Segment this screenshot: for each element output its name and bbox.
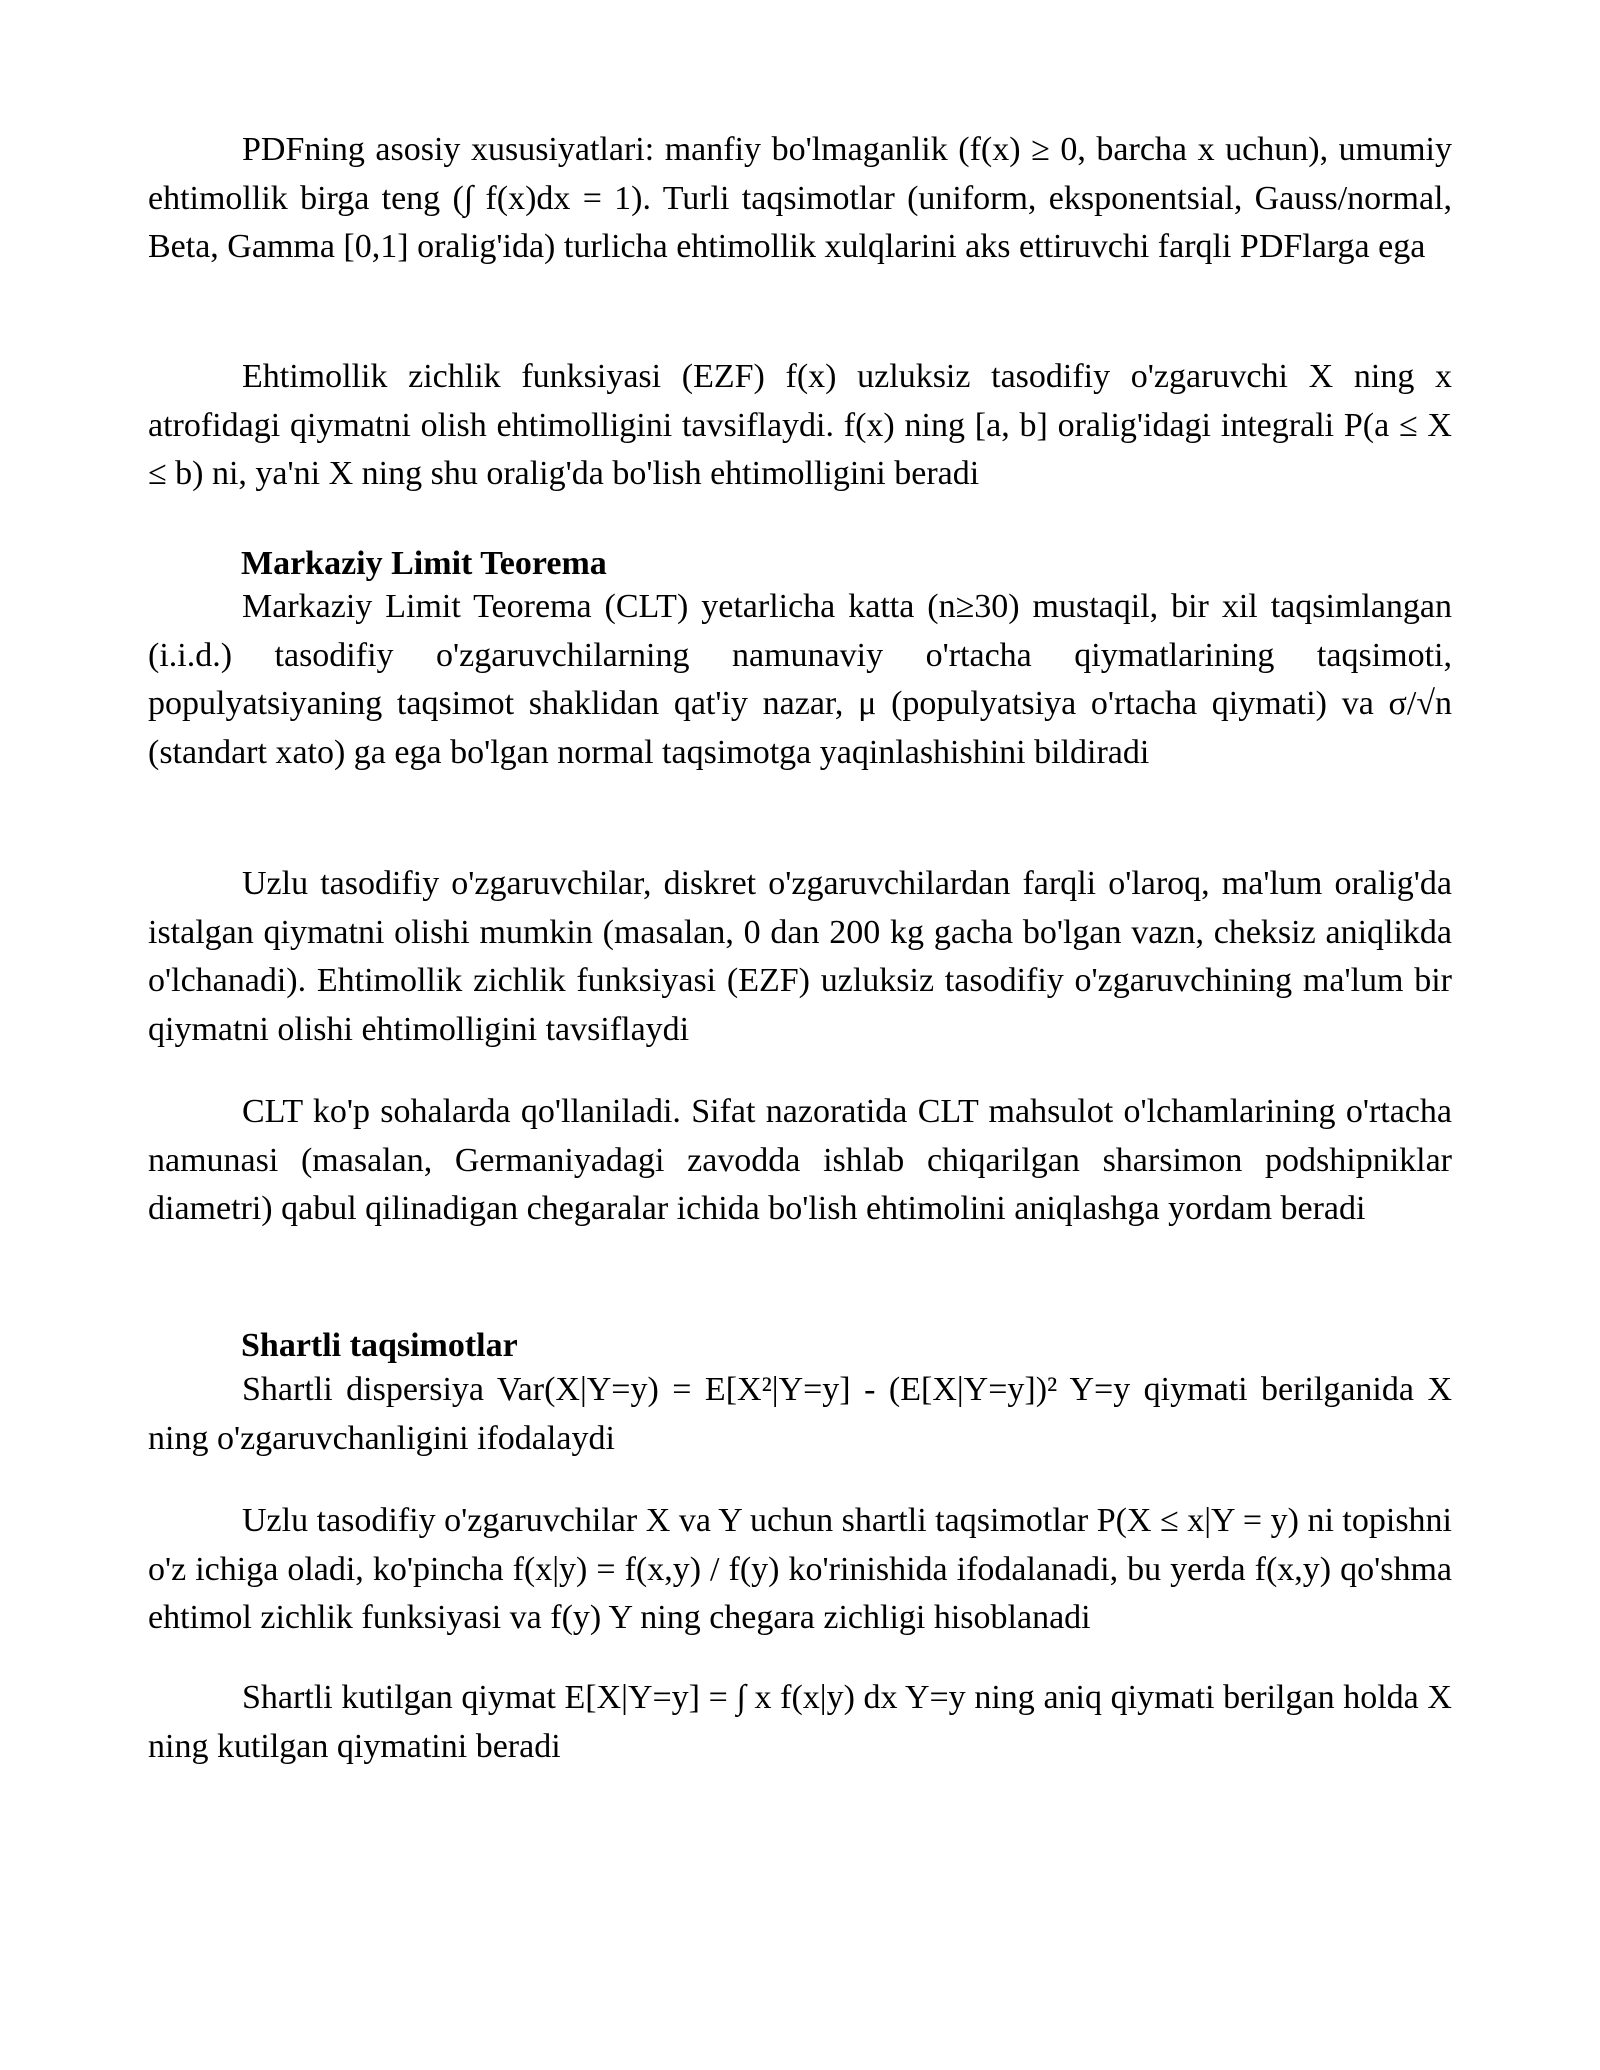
paragraph-conditional-expectation: Shartli kutilgan qiymat E[X|Y=y] = ∫ x f(x|y) dx Y=y ning aniq qiymati berilgan holda X ning kutilgan qiymatini beradi	[148, 1679, 1452, 1765]
section-heading-clt: Markaziy Limit Teorema	[241, 545, 607, 582]
section-heading-conditional: Shartli taqsimotlar	[241, 1327, 518, 1364]
paragraph-pdf-definition: Ehtimollik zichlik funksiyasi (EZF) f(x) uzluksiz tasodifiy o'zgaruvchi X ning x atrofidagi qiymatni olish ehtimolligini tavsiflaydi. f(x) ning [a, b] oralig'idagi integrali P(a ≤ X ≤ b) ni, ya'ni X ning shu oralig'da bo'lish ehtimolligini beradi	[148, 358, 1452, 492]
paragraph-conditional-variance: Shartli dispersiya Var(X|Y=y) = E[X²|Y=y] - (E[X|Y=y])² Y=y qiymati berilganida X ning o'zgaruvchanligini ifodalaydi	[148, 1371, 1452, 1457]
paragraph-pdf-properties: PDFning asosiy xususiyatlari: manfiy bo'lmaganlik (f(x) ≥ 0, barcha x uchun), umumiy ehtimollik birga teng (∫ f(x)dx = 1). Turli taqsimotlar (uniform, eksponentsial, Gauss/normal, Beta, Gamma [0,1] oralig'ida) turlicha ehtimollik xulqlarini aks ettiruvchi farqli PDFlarga ega	[148, 131, 1452, 265]
paragraph-conditional-distributions: Uzlu tasodifiy o'zgaruvchilar X va Y uchun shartli taqsimotlar P(X ≤ x|Y = y) ni topishni o'z ichiga oladi, ko'pincha f(x|y) = f(x,y) / f(y) ko'rinishida ifodalanadi, bu yerda f(x,y) qo'shma ehtimol zichlik funksiyasi va f(y) Y ning chegara zichligi hisoblanadi	[148, 1502, 1452, 1636]
paragraph-clt-applications: CLT ko'p sohalarda qo'llaniladi. Sifat nazoratida CLT mahsulot o'lchamlarining o'rtacha namunasi (masalan, Germaniyadagi zavodda ishlab chiqarilgan sharsimon podshipniklar diametri) qabul qilinadigan chegaralar ichida bo'lish ehtimolini aniqlashga yordam beradi	[148, 1093, 1452, 1227]
paragraph-clt-definition: Markaziy Limit Teorema (CLT) yetarlicha katta (n≥30) mustaqil, bir xil taqsimlangan (i.i.d.) tasodifiy o'zgaruvchilarning namunaviy o'rtacha qiymatlarining taqsimoti, populyatsiyaning taqsimot shaklidan qat'iy nazar, μ (populyatsiya o'rtacha qiymati) va σ/√n (standart xato) ga ega bo'lgan normal taqsimotga yaqinlashishini bildiradi	[148, 588, 1452, 771]
paragraph-continuous-variables: Uzlu tasodifiy o'zgaruvchilar, diskret o'zgaruvchilardan farqli o'laroq, ma'lum oralig'da istalgan qiymatni olishi mumkin (masalan, 0 dan 200 kg gacha bo'lgan vazn, cheksiz aniqlikda o'lchanadi). Ehtimollik zichlik funksiyasi (EZF) uzluksiz tasodifiy o'zgaruvchining ma'lum bir qiymatni olishi ehtimolligini tavsiflaydi	[148, 865, 1452, 1048]
